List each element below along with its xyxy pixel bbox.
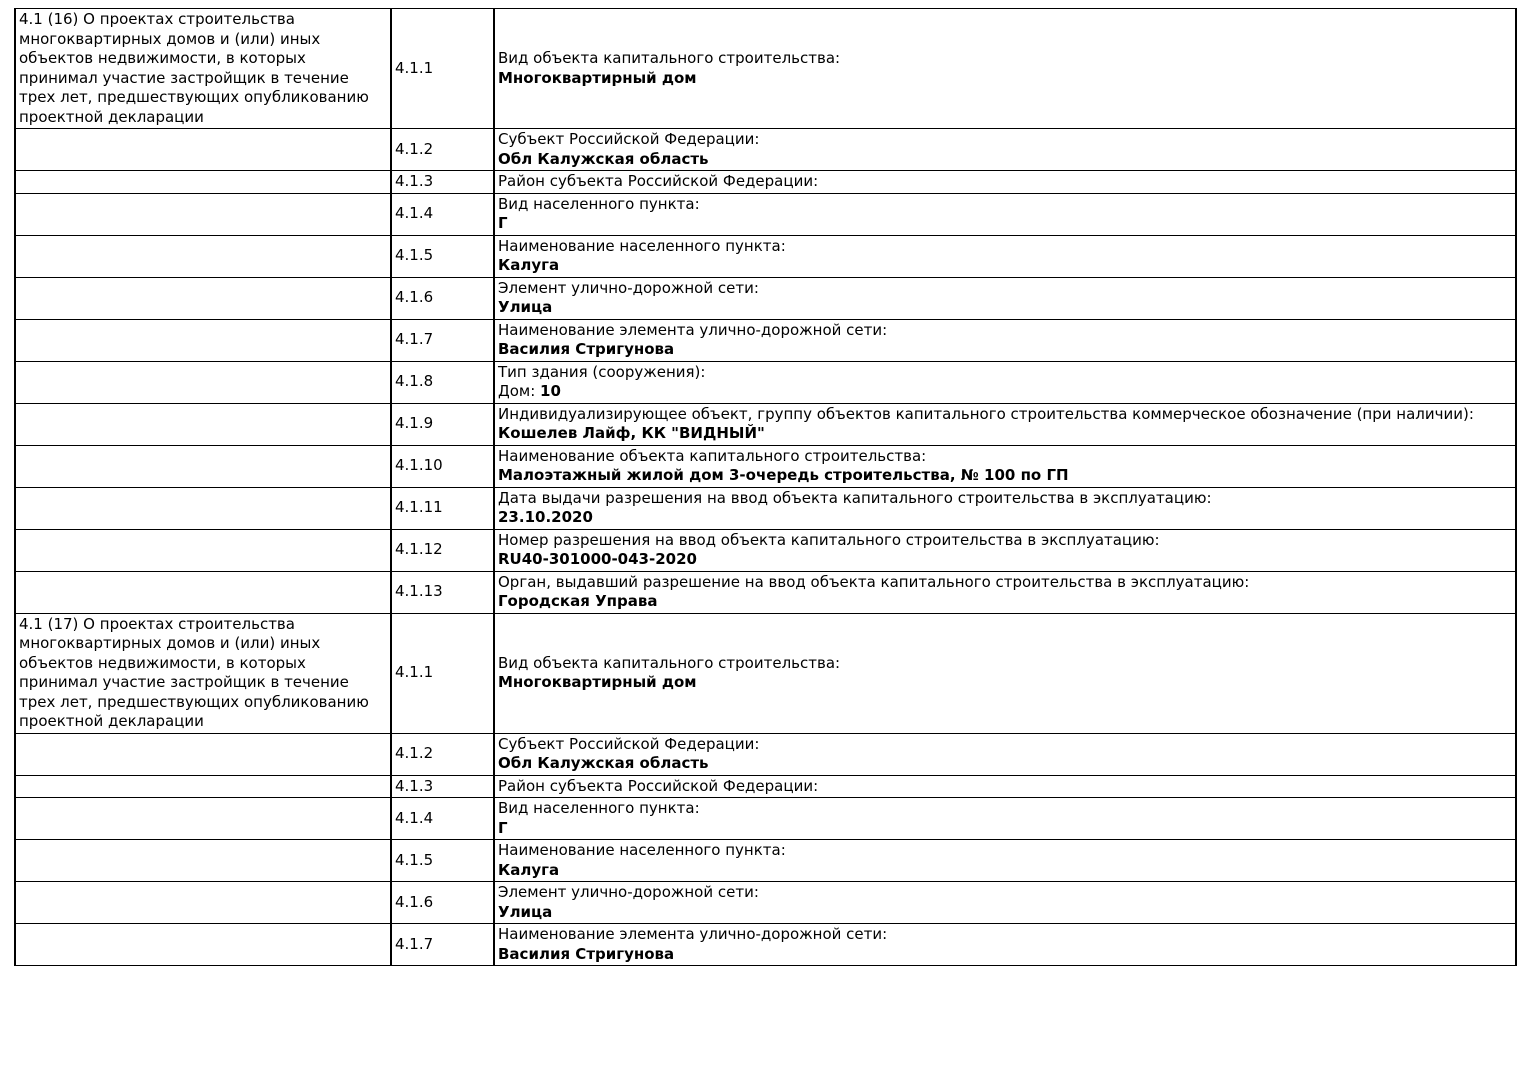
field-label: Элемент улично-дорожной сети:: [498, 883, 759, 901]
field-cell: [494, 319, 1516, 361]
field-value: Малоэтажный жилой дом 3-очередь строительства, № 100 по ГП: [498, 466, 1069, 484]
document-page: [0, 8, 1529, 1088]
table-row: [15, 613, 1516, 733]
table-row: [15, 193, 1516, 235]
table-row: [15, 129, 1516, 171]
row-code: 4.1.5: [391, 235, 494, 277]
empty-description-cell: [15, 445, 391, 487]
row-code: 4.1.6: [391, 882, 494, 924]
empty-description-cell: [15, 171, 391, 194]
table-row: [15, 361, 1516, 403]
row-code: 4.1.12: [391, 529, 494, 571]
field-cell: [494, 487, 1516, 529]
field-value: 10: [540, 382, 561, 400]
field-value: RU40-301000-043-2020: [498, 550, 697, 568]
empty-description-cell: [15, 487, 391, 529]
empty-description-cell: [15, 924, 391, 966]
row-code: 4.1.10: [391, 445, 494, 487]
field-label: Район субъекта Российской Федерации:: [498, 172, 819, 190]
field-value: Калуга: [498, 256, 560, 274]
field-label: Субъект Российской Федерации:: [498, 734, 760, 753]
field-label: Наименование объекта капитального строительства:: [498, 446, 927, 465]
field-value: Г: [498, 214, 508, 232]
field-value: Кошелев Лайф, КК "ВИДНЫЙ": [498, 424, 765, 442]
row-code: 4.1.1: [391, 9, 494, 129]
field-cell: [494, 445, 1516, 487]
field-value: Василия Стригунова: [498, 944, 675, 963]
table-row: [15, 319, 1516, 361]
field-value-line: [498, 382, 1512, 402]
field-label: Дата выдачи разрешения на ввод объекта капитального строительства в эксплуатацию:: [498, 488, 1212, 507]
empty-description-cell: [15, 319, 391, 361]
field-cell: [494, 798, 1516, 840]
table-row: [15, 733, 1516, 775]
field-value: Василия Стригунова: [498, 340, 675, 358]
field-cell: [494, 403, 1516, 445]
field-value: Обл Калужская область: [498, 754, 709, 772]
row-code: 4.1.2: [391, 129, 494, 171]
field-value: Улица: [498, 298, 553, 316]
field-cell: [494, 171, 1516, 194]
row-code: 4.1.7: [391, 924, 494, 966]
field-label: Район субъекта Российской Федерации:: [498, 776, 819, 795]
row-code: 4.1.3: [391, 775, 494, 798]
empty-description-cell: [15, 798, 391, 840]
declaration-table: [14, 8, 1517, 966]
empty-description-cell: [15, 361, 391, 403]
field-cell: [494, 9, 1516, 129]
field-value: Многоквартирный дом: [498, 68, 697, 87]
empty-description-cell: [15, 193, 391, 235]
field-label: Тип здания (сооружения):: [498, 362, 706, 381]
table-row: [15, 487, 1516, 529]
empty-description-cell: [15, 775, 391, 798]
field-value: Г: [498, 818, 508, 837]
row-code: 4.1.4: [391, 798, 494, 840]
empty-description-cell: [15, 235, 391, 277]
empty-description-cell: [15, 277, 391, 319]
field-label: Вид населенного пункта:: [498, 194, 700, 213]
field-label: Вид населенного пункта:: [498, 799, 700, 817]
row-code: 4.1.2: [391, 733, 494, 775]
empty-description-cell: [15, 529, 391, 571]
table-row: [15, 9, 1516, 129]
table-row: [15, 798, 1516, 840]
row-code: 4.1.4: [391, 193, 494, 235]
field-cell: [494, 235, 1516, 277]
field-cell: [494, 129, 1516, 171]
field-cell: [494, 775, 1516, 798]
row-code: 4.1.9: [391, 403, 494, 445]
empty-description-cell: [15, 882, 391, 924]
field-cell: [494, 529, 1516, 571]
table-row: [15, 529, 1516, 571]
field-cell: [494, 571, 1516, 613]
row-code: 4.1.11: [391, 487, 494, 529]
field-cell: [494, 840, 1516, 882]
field-label: Субъект Российской Федерации:: [498, 130, 760, 148]
field-cell: [494, 924, 1516, 966]
row-code: 4.1.13: [391, 571, 494, 613]
row-code: 4.1.8: [391, 361, 494, 403]
field-value: Калуга: [498, 860, 560, 879]
field-label: Номер разрешения на ввод объекта капитального строительства в эксплуатацию:: [498, 530, 1160, 549]
empty-description-cell: [15, 571, 391, 613]
field-value-prefix: Дом:: [498, 382, 541, 400]
row-code: 4.1.6: [391, 277, 494, 319]
empty-description-cell: [15, 403, 391, 445]
field-cell: [494, 361, 1516, 403]
field-cell: [494, 277, 1516, 319]
row-code: 4.1.1: [391, 613, 494, 733]
field-label: Вид объекта капитального строительства:: [498, 653, 841, 672]
table-row: [15, 445, 1516, 487]
field-label: Наименование населенного пункта:: [498, 236, 786, 255]
table-row: [15, 235, 1516, 277]
field-label: Индивидуализирующее объект, группу объектов капитального строительства коммерческое обозначение (при наличии):: [498, 404, 1474, 423]
field-cell: [494, 733, 1516, 775]
field-label: Орган, выдавший разрешение на ввод объекта капитального строительства в эксплуатацию:: [498, 572, 1250, 591]
table-row: [15, 403, 1516, 445]
field-label: Наименование элемента улично-дорожной сети:: [498, 925, 888, 943]
empty-description-cell: [15, 840, 391, 882]
table-row: [15, 277, 1516, 319]
table-row: [15, 924, 1516, 966]
section-description: 4.1 (16) О проектах строительства многоквартирных домов и (или) иных объектов недвижимости, в которых принимал участие застройщик в течение трех лет, предшествующих опубликованию проектной декларации: [15, 9, 391, 129]
field-value: Городская Управа: [498, 592, 658, 610]
table-row: [15, 840, 1516, 882]
table-row: [15, 775, 1516, 798]
row-code: 4.1.3: [391, 171, 494, 194]
field-value: 23.10.2020: [498, 508, 593, 526]
row-code: 4.1.5: [391, 840, 494, 882]
field-cell: [494, 882, 1516, 924]
field-value: Улица: [498, 902, 553, 921]
table-row: [15, 882, 1516, 924]
field-value: Обл Калужская область: [498, 149, 709, 168]
field-label: Наименование элемента улично-дорожной сети:: [498, 320, 888, 339]
field-cell: [494, 193, 1516, 235]
table-row: [15, 571, 1516, 613]
empty-description-cell: [15, 733, 391, 775]
field-label: Элемент улично-дорожной сети:: [498, 278, 759, 297]
row-code: 4.1.7: [391, 319, 494, 361]
table-row: [15, 171, 1516, 194]
field-value: Многоквартирный дом: [498, 673, 697, 691]
field-label: Вид объекта капитального строительства:: [498, 49, 841, 67]
field-label: Наименование населенного пункта:: [498, 841, 786, 859]
field-cell: [494, 613, 1516, 733]
section-description: 4.1 (17) О проектах строительства многоквартирных домов и (или) иных объектов недвижимости, в которых принимал участие застройщик в течение трех лет, предшествующих опубликованию проектной декларации: [15, 613, 391, 733]
empty-description-cell: [15, 129, 391, 171]
